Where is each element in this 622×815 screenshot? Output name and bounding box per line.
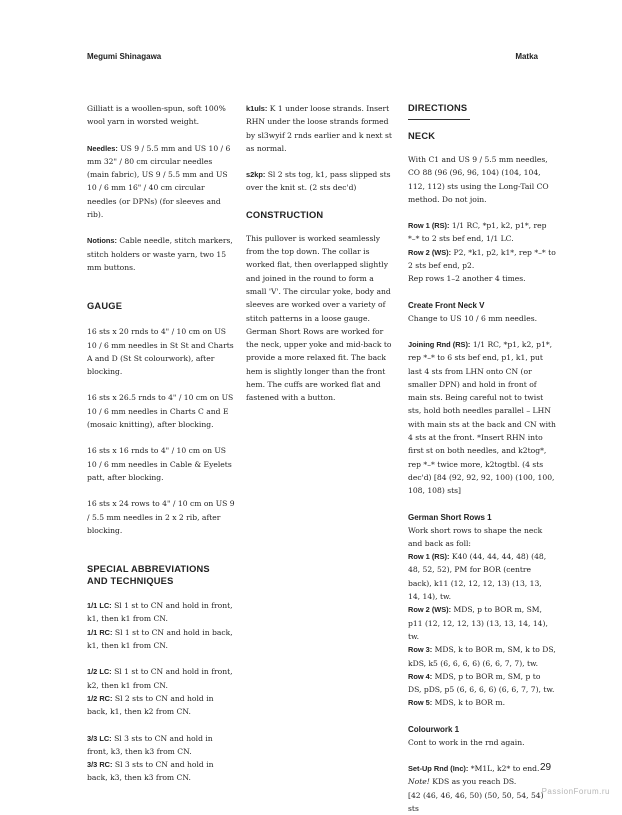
setup-counts: [42 (46, 46, 46, 50) (50, 50, 54, 54) sts — [408, 790, 544, 813]
setup-text: *M1L, k2* to end. — [470, 763, 540, 773]
setup-round — [408, 762, 556, 815]
needles-paragraph — [87, 142, 235, 222]
gsr-block — [408, 524, 556, 710]
abbr-text: Sl 3 sts to CN and hold in front, k3, then k3 from CN. — [87, 733, 213, 756]
joining-round — [408, 338, 556, 498]
row-instruction — [408, 246, 556, 273]
abbreviations-heading — [87, 563, 235, 587]
watermark: PassionForum.ru — [541, 787, 610, 796]
k1uls-paragraph — [246, 102, 392, 155]
abbr-item — [87, 732, 235, 759]
gsr-row-text: MDS, k to BOR m. — [434, 698, 506, 708]
notions-text: Cable needle, stitch markers, stitch holders or waste yarn, two 15 mm buttons. — [87, 236, 233, 272]
gsr-row — [408, 550, 556, 603]
abbr-text: Sl 1 st to CN and hold in front, k1, then k1 from CN. — [87, 601, 233, 624]
column-1 — [87, 102, 235, 798]
gsr-row-label: Row 5: — [408, 698, 433, 708]
colourwork-text: Cont to work in the rnd again. — [408, 737, 525, 747]
gsr-row-label: Row 2 (WS): — [408, 605, 452, 615]
abbr-text: Sl 3 sts to CN and hold in back, k3, then k3 from CN. — [87, 760, 214, 783]
gsr-row — [408, 696, 556, 709]
abbr-group — [87, 599, 235, 652]
gsr-row-label: Row 4: — [408, 671, 433, 681]
neck-heading: NECK — [408, 131, 436, 141]
abbr-text: Sl 2 sts to CN and hold in back, k1, then k2 from CN. — [87, 693, 214, 717]
abbr-group — [87, 732, 235, 785]
designer-name: Megumi Shinagawa — [87, 52, 162, 61]
gsr-row-label: Row 3: — [408, 645, 433, 655]
abbr-label: 1/1 LC: — [87, 601, 112, 611]
abbr-group — [87, 665, 235, 718]
colourwork-heading: Colourwork 1 — [408, 724, 460, 734]
construction-text: This pullover is worked seamlessly from the top down. The collar is worked flat, then overlapped slightly and joined in the round to form a small 'V'. The circular yoke, body and sleeves are worked over a variety of stitch patterns in a loose gauge. German Short Rows are worked for the neck, upper yoke and mid-back to provide a more relaxed fit. The back hem is slightly longer than the front hem. The cuffs are worked flat and fastened with a button. — [246, 233, 392, 403]
s2kp-label: s2kp: — [246, 170, 266, 180]
abbr-item — [87, 626, 235, 653]
gsr-row-text: MDS, k to BOR m, SM, k to DS, kDS, k5 (6, 6, 6, 6) (6, 6, 7, 7), tw. — [408, 645, 556, 668]
abbr-label: 1/1 RC: — [87, 627, 113, 637]
neck-rows — [408, 219, 556, 285]
abbr-label: 1/2 LC: — [87, 667, 112, 677]
column-3 — [408, 102, 556, 815]
gsr-intro: Work short rows to shape the neck and back as foll: — [408, 525, 543, 548]
gauge-item: 16 sts x 26.5 rnds to 4" / 10 cm on US 10 / 6 mm needles in Charts C and E (mosaic knitting), after blocking. — [87, 393, 234, 430]
k1uls-label: k1uls: — [246, 104, 268, 113]
gauge-heading: GAUGE — [87, 301, 123, 312]
abbr-label: 3/3 RC: — [87, 760, 113, 770]
needles-text: US 9 / 5.5 mm and US 10 / 6 mm 32" / 80 cm circular needles (main fabric), US 9 / 5.5 mm and US 10 / 6 mm 16" / 40 cm circular needles (or DPNs) (for sleeves and rib). — [87, 143, 231, 220]
column-2 — [246, 102, 392, 418]
k1uls-text: K 1 under loose strands. Insert RHN under the loose strands formed by sl3wyif 2 rnds earlier and k next st as normal. — [246, 104, 392, 153]
abbr-label: 3/3 LC: — [87, 733, 112, 743]
joining-label: Joining Rnd (RS): — [408, 339, 471, 349]
yarn-intro: Gilliatt is a woollen-spun, soft 100% wool yarn in worsted weight. — [87, 104, 226, 127]
construction-heading: CONSTRUCTION — [246, 209, 324, 220]
gsr-heading: German Short Rows 1 — [408, 512, 492, 522]
note-label: Note! — [408, 777, 430, 787]
s2kp-text: Sl 2 sts tog, k1, pass slipped sts over the knit st. (2 sts dec'd) — [246, 170, 391, 193]
gauge-item: 16 sts x 24 rows to 4" / 10 cm on US 9 / 5.5 mm needles in 2 x 2 rib, after blocking. — [87, 499, 235, 535]
neck-intro: With C1 and US 9 / 5.5 mm needles, CO 88 (96 (96, 96, 104) (104, 104, 112, 112) sts using the Long-Tail CO method. Do not join. — [408, 155, 549, 204]
front-neck-text: Change to US 10 / 6 mm needles. — [408, 313, 538, 323]
gsr-row-text: MDS, p to BOR m, SM, p to DS, pDS, p5 (6, 6, 6, 6) (6, 6, 7, 7), tw. — [408, 671, 555, 695]
notions-label: Notions: — [87, 236, 117, 246]
gauge-item: 16 sts x 16 rnds to 4" / 10 cm on US 10 / 6 mm needles in Cable & Eyelets patt, after blocking. — [87, 446, 232, 482]
gauge-item: 16 sts x 20 rnds to 4" / 10 cm on US 10 / 6 mm needles in St St and Charts A and D (St St colourwork), after blocking. — [87, 327, 234, 377]
gsr-row-text: K40 (44, 44, 44, 48) (48, 48, 52, 52), PM for BOR (centre back), k11 (12, 12, 12, 13) (13, 13, 14, 14), tw. — [408, 552, 547, 602]
abbr-item — [87, 758, 235, 785]
note-line — [408, 775, 556, 788]
abbreviations-heading-line1: SPECIAL ABBREVIATIONS — [87, 564, 210, 575]
row-instruction — [408, 219, 556, 246]
s2kp-paragraph — [246, 168, 392, 195]
row-text: P2, *k1, p2, k1*, rep *–* to 2 sts bef end, p2. — [408, 247, 556, 271]
notions-paragraph — [87, 234, 235, 274]
rep-rows: Rep rows 1–2 another 4 times. — [408, 274, 526, 284]
gsr-row-text: MDS, p to BOR m, SM, p11 (12, 12, 12, 13) (13, 13, 14, 14), tw. — [408, 605, 548, 641]
abbr-label: 1/2 RC: — [87, 693, 113, 703]
abbr-item — [87, 665, 235, 692]
abbreviations-heading-line2: AND TECHNIQUES — [87, 576, 174, 587]
directions-heading: DIRECTIONS — [408, 103, 468, 113]
gsr-row-label: Row 1 (RS): — [408, 552, 450, 562]
row-label: Row 1 (RS): — [408, 221, 450, 231]
gsr-row — [408, 643, 556, 670]
abbr-item — [87, 692, 235, 719]
abbr-text: Sl 1 st to CN and hold in back, k1, then k1 from CN. — [87, 627, 233, 651]
note-text: KDS as you reach DS. — [432, 777, 517, 787]
abbr-item — [87, 599, 235, 626]
row-label: Row 2 (WS): — [408, 247, 452, 257]
directions-underline — [408, 119, 470, 120]
setup-label: Set-Up Rnd (Inc): — [408, 763, 469, 773]
abbr-text: Sl 1 st to CN and hold in front, k2, then k1 from CN. — [87, 667, 233, 690]
gsr-row — [408, 670, 556, 697]
needles-label: Needles: — [87, 143, 118, 153]
row-text: 1/1 RC, *p1, k2, p1*, rep *–* to 2 sts bef end, 1/1 LC. — [408, 221, 547, 244]
joining-text: 1/1 RC, *p1, k2, p1*, rep *–* to 6 sts bef end, p1, k1, put last 4 sts from LHN onto CN (or smaller DPN) and hold in front of main sts. Being careful not to twist sts, hold both needles parallel – LHN with main sts at the back and CN with 4 sts at the front. *Insert RHN into first st on both needles, and k2tog*, rep *–* twice more, k2togtbl. (4 sts dec'd) [84 (92, 92, 92, 100) (100, 100, 108, 108) sts] — [408, 339, 556, 496]
pattern-name: Matka — [515, 52, 538, 61]
setup-line — [408, 762, 556, 775]
gsr-row — [408, 603, 556, 643]
page-number: 29 — [540, 762, 552, 773]
front-neck-heading: Create Front Neck V — [408, 300, 485, 310]
